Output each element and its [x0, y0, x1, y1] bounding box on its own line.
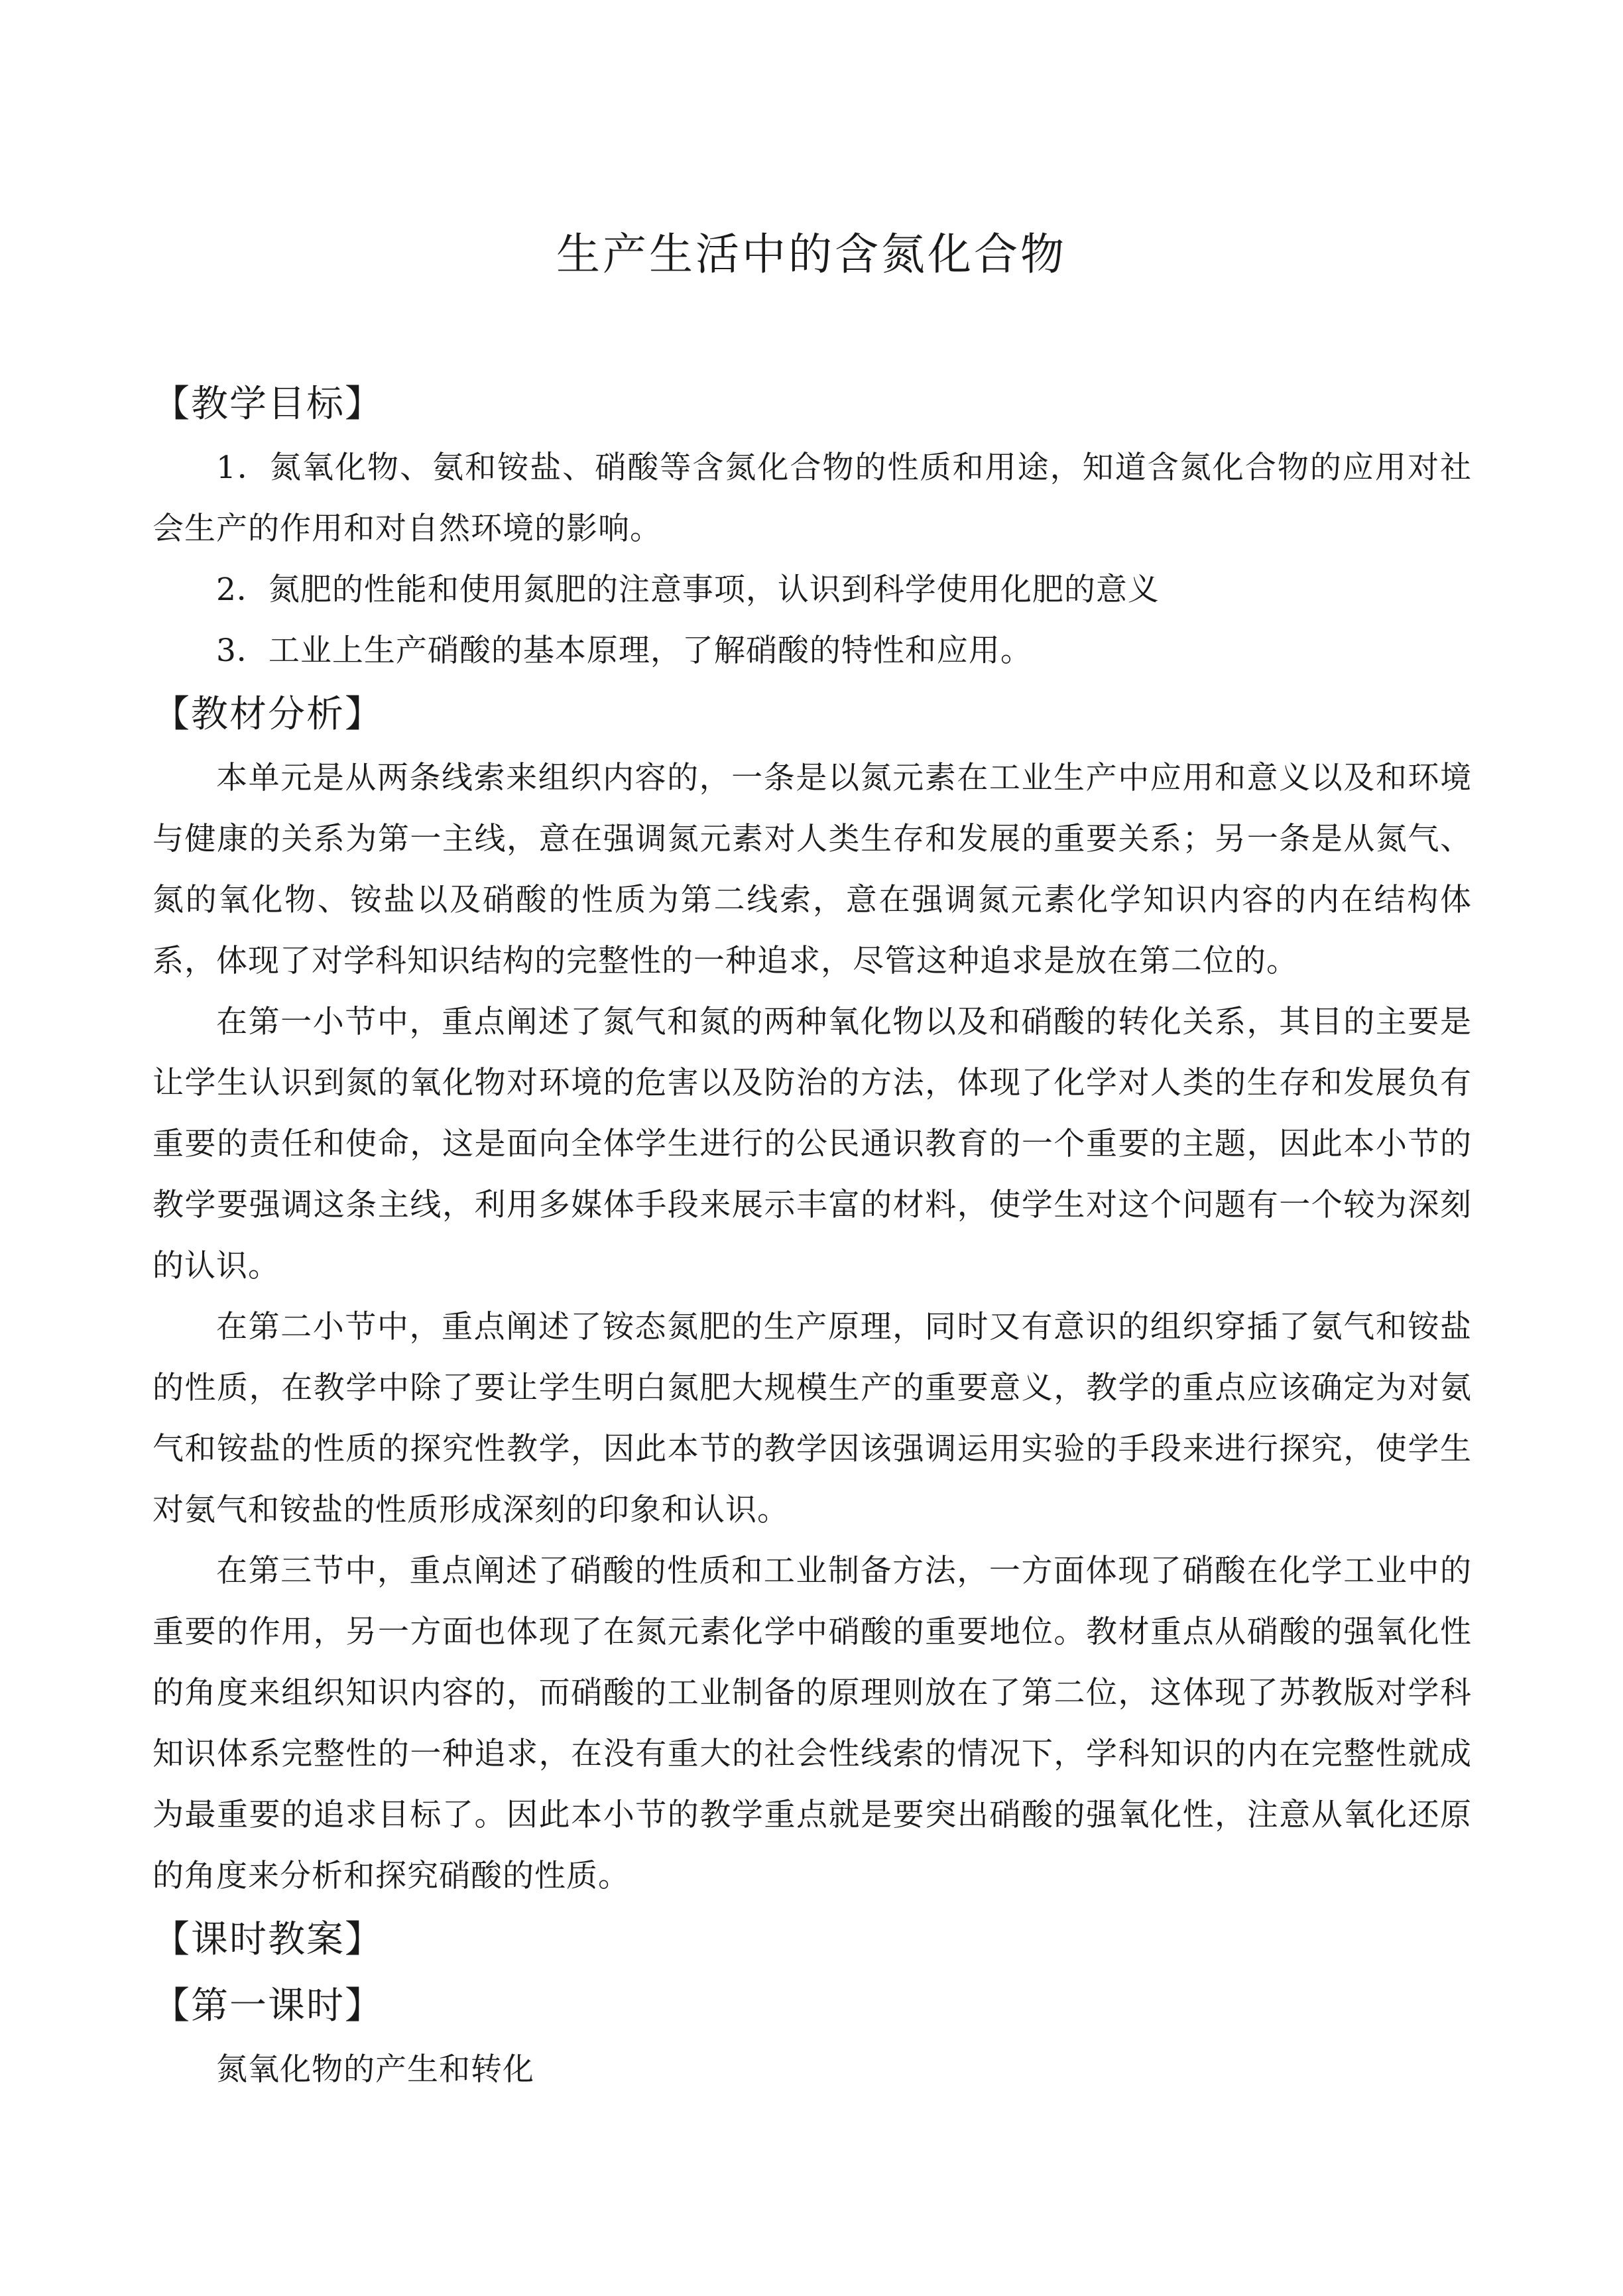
analysis-paragraph-3: 在第二小节中，重点阐述了铵态氮肥的生产原理，同时又有意识的组织穿插了氨气和铵盐的性质，在教学中除了要让学生明白氮肥大规模生产的重要意义，教学的重点应该确定为对氨气和铵盐的性质的探究性教学，因此本节的教学因该强调运用实验的手段来进行探究，使学生对氨气和铵盐的性质形成深刻的印象和认识。 [152, 1309, 1472, 1528]
objective-item-2: 2．氮肥的性能和使用氮肥的注意事项，认识到科学使用化肥的意义 [216, 572, 1160, 608]
first-lesson-topic: 氮氧化物的产生和转化 [216, 2051, 534, 2088]
objective-item-3: 3．工业上生产硝酸的基本原理，了解硝酸的特性和应用。 [216, 633, 1032, 669]
section-heading-lesson-plan: 【课时教案】 [152, 1918, 383, 1961]
analysis-paragraph-4: 在第三节中，重点阐述了硝酸的性质和工业制备方法，一方面体现了硝酸在化学工业中的重要的作用，另一方面也体现了在氮元素化学中硝酸的重要地位。教材重点从硝酸的强氧化性的角度来组织知识内容的，而硝酸的工业制备的原理则放在了第二位，这体现了苏教版对学科知识体系完整性的一种追求，在没有重大的社会性线索的情况下，学科知识的内在完整性就成为最重要的追求目标了。因此本小节的教学重点就是要突出硝酸的强氧化性，注意从氧化还原的角度来分析和探究硝酸的性质。 [152, 1553, 1472, 1894]
analysis-paragraph-1: 本单元是从两条线索来组织内容的，一条是以氮元素在工业生产中应用和意义以及和环境与健康的关系为第一主线，意在强调氮元素对人类生存和发展的重要关系；另一条是从氮气、氮的氧化物、铵盐以及硝酸的性质为第二线索，意在强调氮元素化学知识内容的内在结构体系，体现了对学科知识结构的完整性的一种追求，尽管这种追求是放在第二位的。 [152, 760, 1472, 979]
section-heading-analysis: 【教材分析】 [152, 693, 383, 736]
analysis-paragraph-2: 在第一小节中，重点阐述了氮气和氮的两种氧化物以及和硝酸的转化关系，其目的主要是让学生认识到氮的氧化物对环境的危害以及防治的方法，体现了化学对人类的生存和发展负有重要的责任和使命，这是面向全体学生进行的公民通识教育的一个重要的主题，因此本小节的教学要强调这条主线，利用多媒体手段来展示丰富的材料，使学生对这个问题有一个较为深刻的认识。 [152, 1004, 1472, 1284]
section-heading-first-lesson: 【第一课时】 [152, 1984, 383, 2027]
section-heading-objectives: 【教学目标】 [152, 383, 383, 426]
document-title: 生产生活中的含氮化合物 [556, 229, 1067, 280]
objective-item-1: 1．氮氧化物、氨和铵盐、硝酸等含氮化合物的性质和用途，知道含氮化合物的应用对社会生产的作用和对自然环境的影响。 [152, 450, 1472, 547]
document-body [152, 371, 1472, 2100]
